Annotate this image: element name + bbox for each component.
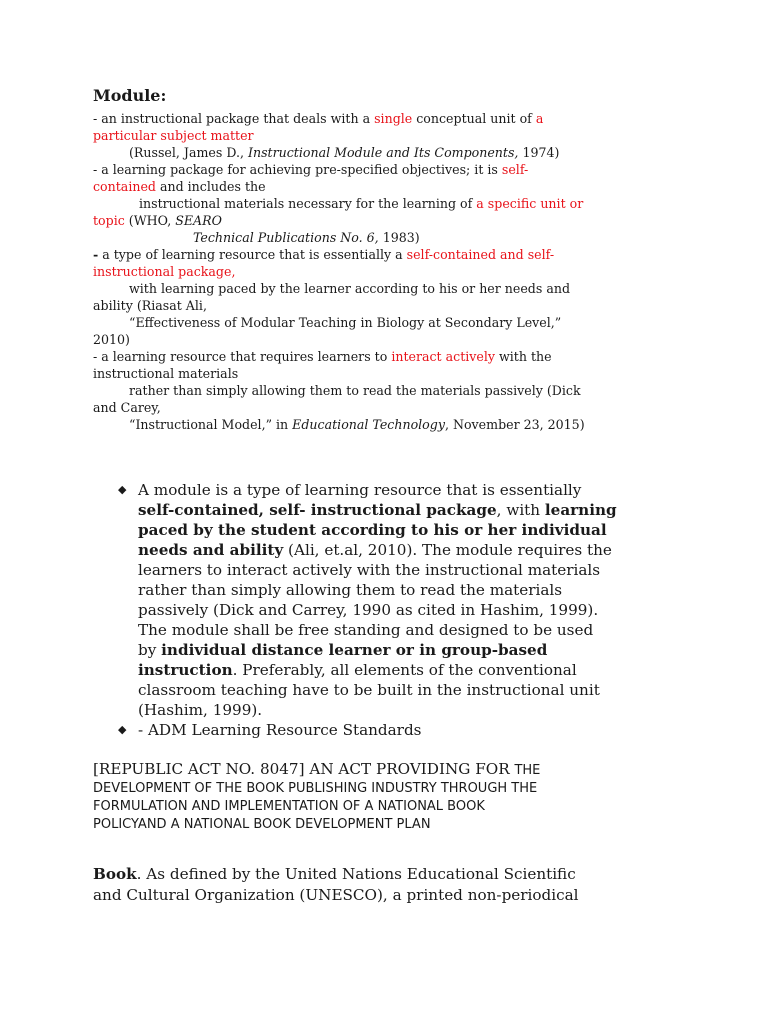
def2-line5 (93, 229, 693, 246)
b1-bold5: individual distance learner or in group-based (161, 641, 548, 659)
def1-red-single: single (374, 111, 413, 126)
def3-line5: “Effectiveness of Modular Teaching in Biology at Secondary Level,” (129, 315, 562, 330)
module-definitions (93, 86, 693, 433)
def2-mid: and includes the (155, 179, 266, 194)
def1-cite-title: Instructional Module and Its Components, (248, 145, 519, 160)
def3-line3: with learning paced by the learner according to his or her needs and (129, 281, 571, 296)
module-heading: Module: (93, 86, 167, 105)
book-term: Book (93, 865, 137, 883)
b1-line9 (138, 640, 678, 660)
b1-bold4: needs and ability (138, 541, 284, 559)
b1-text2: , with (496, 501, 545, 519)
def4-post: with the (495, 349, 552, 364)
def3-line6: 2010) (93, 332, 130, 347)
b1-line2 (138, 500, 678, 520)
def3-red-a: self-contained and self- (406, 247, 555, 262)
b1-bold6: instruction (138, 661, 233, 679)
def2-searo: SEARO (175, 213, 222, 228)
def1-line2: particular subject matter (93, 128, 254, 143)
b1-text3: (Ali, et.al, 2010). The module requires the (283, 541, 612, 559)
def4-cite-journal: Educational Technology (292, 417, 445, 432)
def1-mid: conceptual unit of (412, 111, 536, 126)
ra-line3: FORMULATION AND IMPLEMENTATION OF A NATIONAL BOOK (93, 799, 485, 814)
def3-line1 (93, 246, 693, 263)
def4-cite-date: , November 23, 2015) (444, 417, 585, 432)
ra-lead: [REPUBLIC ACT NO. 8047] AN ACT PROVIDING FOR (93, 760, 515, 778)
def2-red-topic: topic (93, 213, 125, 228)
ra-line4: POLICYAND A NATIONAL BOOK DEVELOPMENT PLAN (93, 817, 431, 832)
b1-line3: paced by the student according to his or her individual (138, 521, 607, 539)
b1-text1: A module is a type of learning resource that is essentially (138, 481, 582, 499)
b1-bold1: self-contained, self- instructional package (138, 501, 497, 519)
def2-line3 (93, 195, 693, 212)
def2-tech-year: 1983) (378, 230, 420, 245)
def1-citation (93, 144, 693, 161)
def2-red-contained: contained (93, 179, 156, 194)
def2-tech-pub: Technical Publications No. 6, (193, 230, 379, 245)
diamond-bullet-icon: ◆ (118, 483, 127, 496)
diamond-bullet-icon: ◆ (118, 723, 127, 736)
def3-dash: - (93, 247, 99, 262)
def4-line4: and Carey, (93, 400, 161, 415)
def4-line2: instructional materials (93, 366, 239, 381)
b1-line5: learners to interact actively with the instructional materials (138, 561, 601, 579)
b1-text9: . Preferably, all elements of the conventional (232, 661, 577, 679)
def1-prefix: - an instructional package that deals with a (93, 111, 375, 126)
book-text1: . As defined by the United Nations Educational Scientific (136, 865, 576, 883)
def1-line1 (93, 110, 693, 127)
bullet-item-module (118, 480, 678, 720)
b1-line12: (Hashim, 1999). (138, 701, 263, 719)
def4-cite-pre: “Instructional Model,” in (129, 417, 293, 432)
republic-act-heading (93, 760, 693, 834)
b1-line1 (138, 480, 678, 500)
def4-line5 (93, 416, 693, 433)
b1-line6: rather than simply allowing them to read the materials (138, 581, 563, 599)
def3-line2: instructional package, (93, 264, 236, 279)
book-line2: and Cultural Organization (UNESCO), a printed non-periodical (93, 886, 579, 904)
def2-line2 (93, 178, 693, 195)
b1-line10 (138, 660, 678, 680)
def2-line3-text: instructional materials necessary for the learning of (139, 196, 477, 211)
def2-red-self: self- (501, 162, 529, 177)
def2-who: (WHO, (124, 213, 176, 228)
b1-line7: passively (Dick and Carrey, 1990 as cited in Hashim, 1999). (138, 601, 599, 619)
bullet-list (118, 480, 678, 740)
def1-cite-pre: (Russel, James D., (129, 145, 248, 160)
b1-line4 (138, 540, 678, 560)
def2-line1 (93, 161, 693, 178)
b1-bold2: learning (544, 501, 617, 519)
b1-text8: by (138, 641, 162, 659)
def4-prefix: - a learning resource that requires learners to (93, 349, 392, 364)
b1-line11: classroom teaching have to be built in the instructional unit (138, 681, 600, 699)
def2-red-unit: a specific unit or (476, 196, 584, 211)
ra-line1 (93, 760, 693, 780)
book-definition (93, 864, 693, 906)
bullet-item-adm (118, 720, 678, 740)
def3-prefix: a type of learning resource that is essentially a (98, 247, 407, 262)
def1-red-a: a (535, 111, 544, 126)
def2-line4 (93, 212, 693, 229)
def3-line4: ability (Riasat Ali, (93, 298, 207, 313)
ra-the: THE (514, 763, 541, 778)
def1-cite-year: 1974) (518, 145, 560, 160)
b2-text: - ADM Learning Resource Standards (138, 721, 422, 739)
def4-red-interact: interact actively (391, 349, 495, 364)
book-line1 (93, 864, 693, 885)
def2-prefix: - a learning package for achieving pre-specified objectives; it is (93, 162, 502, 177)
def4-line1 (93, 348, 693, 365)
def4-line3: rather than simply allowing them to read the materials passively (Dick (129, 383, 581, 398)
ra-line2: DEVELOPMENT OF THE BOOK PUBLISHING INDUSTRY THROUGH THE (93, 781, 538, 796)
b1-line8: The module shall be free standing and designed to be used (138, 621, 594, 639)
